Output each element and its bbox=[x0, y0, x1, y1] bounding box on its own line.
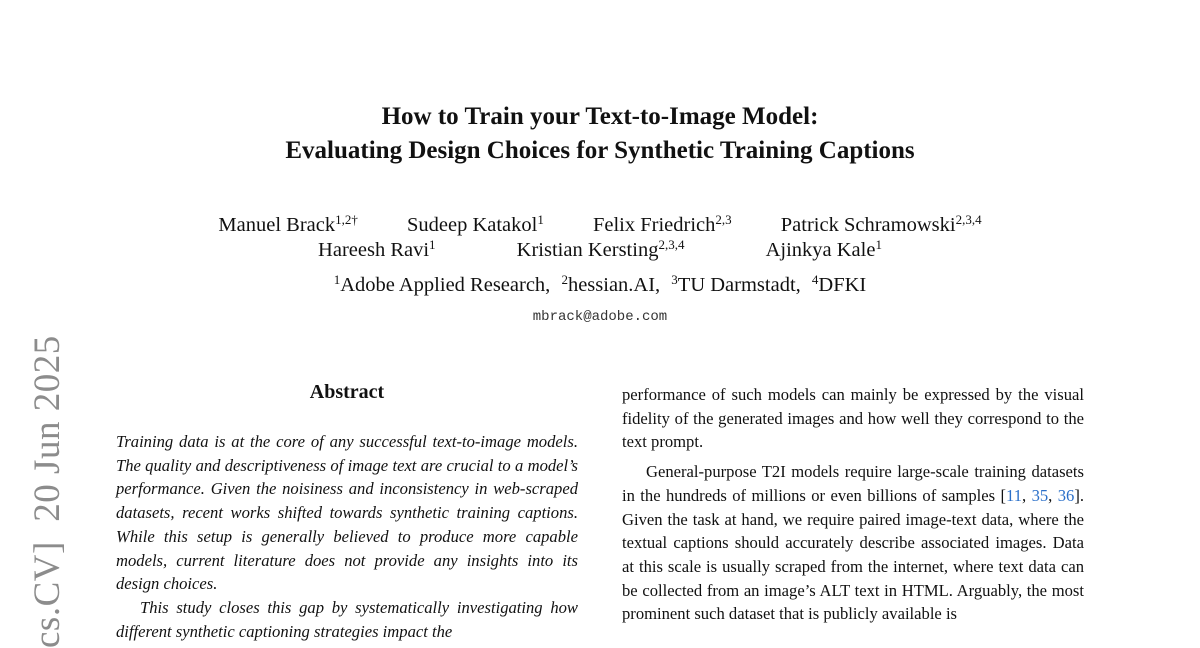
author: Manuel Brack$^{1,2\dagger}$ bbox=[218, 212, 358, 236]
affiliation: $^1$Adobe Applied Research, bbox=[333, 272, 551, 296]
abstract-paragraph-1: Training data is at the core of any successful text-to-image models. The quality and descriptiveness of image text are crucial to a model’s performance. Given the noisiness and inconsistency in web-scraped datasets, recent works shifted towards synthetic training captions. While this setup is generally believed to produce more capable models, current literature does not provide any insights into its design choices. bbox=[116, 432, 578, 594]
author: Hareesh Ravi$^1$ bbox=[318, 237, 436, 261]
abstract-heading: Abstract bbox=[309, 381, 385, 403]
affiliation: $^4$DFKI bbox=[811, 272, 867, 296]
affiliation: $^2$hessian.AI, bbox=[561, 272, 661, 296]
author: Patrick Schramowski$^{2,3,4}$ bbox=[780, 212, 982, 236]
arxiv-identifier-stamp bbox=[26, 335, 70, 648]
title-line-1: How to Train your Text-to-Image Model: bbox=[381, 103, 819, 130]
author: Felix Friedrich$^{2,3}$ bbox=[592, 212, 732, 236]
arxiv-category: cs.CV] bbox=[27, 541, 68, 648]
paper-title bbox=[0, 100, 1200, 168]
intro-paragraph-2: General-purpose T2I models require large-scale training datasets in the hundreds of millions or even billions of samples [11, 35, 36]. Given the task at hand, we require paired image-text data, where the textual captions should accurately describe associated images. Data at this scale is usually scraped from the internet, where text data can be collected from an image’s ALT text in HTML. Arguably, the most prominent such dataset that is publicly available is bbox=[622, 462, 1085, 624]
abstract-paragraph-2: This study closes this gap by systematically investigating how different synthetic captioning strategies impact the bbox=[116, 597, 578, 641]
citation-link[interactable]: 11 bbox=[1006, 485, 1023, 505]
author-list bbox=[0, 213, 1200, 263]
citation-link[interactable]: 35 bbox=[1031, 485, 1049, 505]
author-line-2 bbox=[0, 238, 1200, 263]
abstract-body bbox=[116, 430, 578, 643]
author: Sudeep Katakol$^1$ bbox=[406, 212, 544, 236]
citation-link[interactable]: 36 bbox=[1057, 485, 1075, 505]
author: Kristian Kersting$^{2,3,4}$ bbox=[516, 237, 685, 261]
author: Ajinkya Kale$^1$ bbox=[765, 237, 882, 261]
affiliation-list bbox=[0, 274, 1200, 297]
affiliation: $^3$TU Darmstadt, bbox=[671, 272, 801, 296]
intro-paragraph-1: performance of such models can mainly be expressed by the visual fidelity of the generated images and how well they correspond to the text prompt. bbox=[622, 385, 1084, 452]
title-line-2: Evaluating Design Choices for Synthetic Training Captions bbox=[285, 137, 915, 164]
introduction-column bbox=[622, 383, 1084, 626]
arxiv-date: 20 Jun 2025 bbox=[27, 335, 68, 522]
contact-email[interactable]: mbrack@adobe.com bbox=[532, 309, 668, 325]
author-line-1 bbox=[0, 213, 1200, 238]
